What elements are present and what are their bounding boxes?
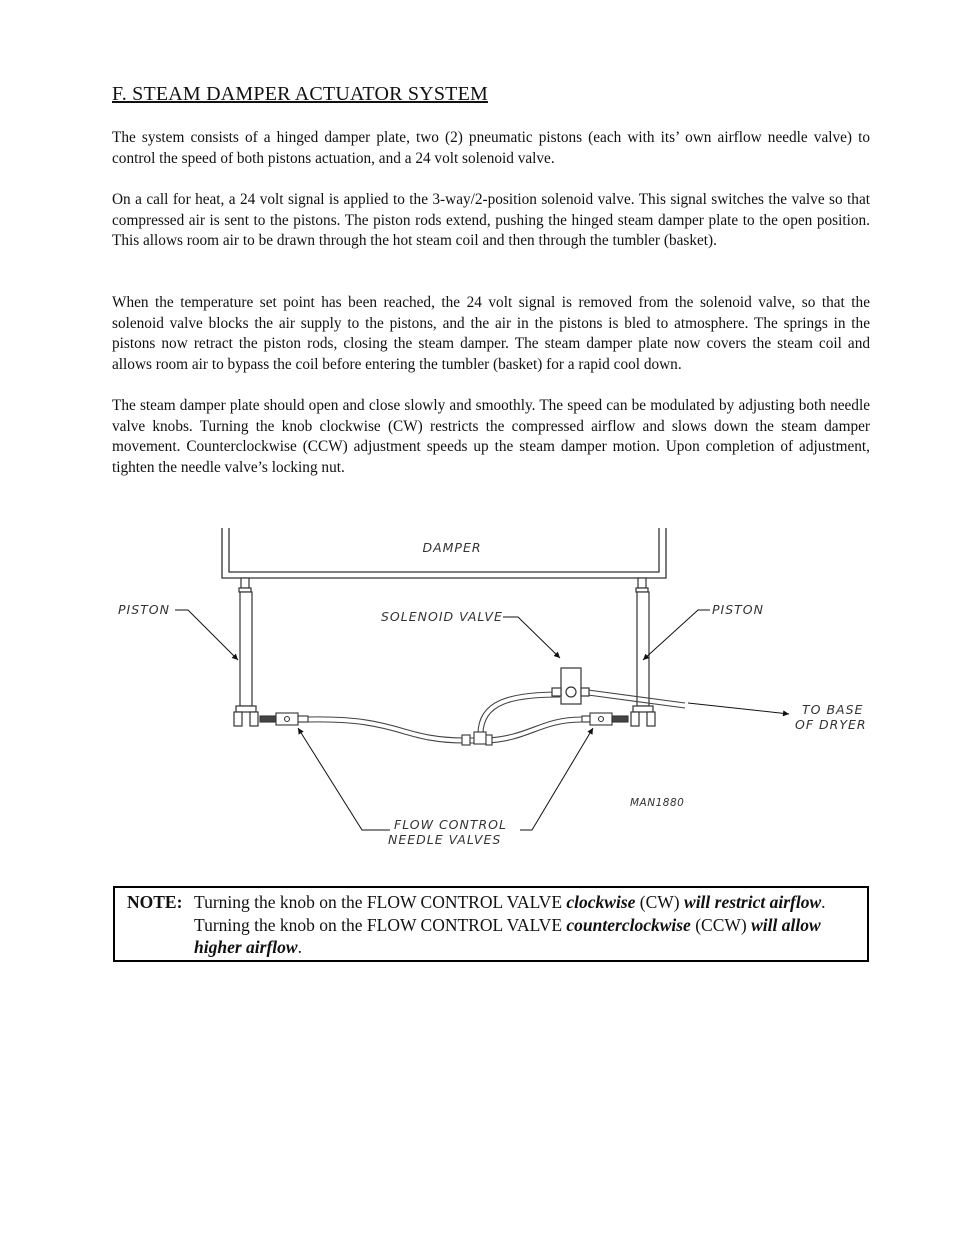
paragraph-set-point-reached: When the temperature set point has been reached, the 24 volt signal is removed from the solenoid valve, so that the solenoid valve blocks the air supply to the pistons, and the air in the pistons is bled to atmosphere. The springs in the pistons now retract the piston rods, closing the steam damper. The steam damper plate now covers the steam coil and allows room air to bypass the coil before entering the tumbler (basket) for a rapid cool down. bbox=[112, 294, 870, 373]
note-box bbox=[113, 886, 869, 962]
note-text-part: (CW) bbox=[635, 892, 685, 912]
note-emphasis-restrict: will restrict airflow bbox=[684, 892, 822, 912]
note-text bbox=[194, 891, 859, 959]
note-emphasis-clockwise: clockwise bbox=[566, 892, 636, 912]
note-emphasis-counterclockwise: counterclockwise bbox=[566, 914, 691, 935]
piston-label-left: PISTON bbox=[118, 602, 170, 617]
flow-control-label-line1: FLOW CONTROL bbox=[394, 817, 507, 832]
paragraph-call-for-heat: On a call for heat, a 24 volt signal is applied to the 3-way/2-position solenoid valve. This signal switches the valve so that compressed air is sent to the pistons. The piston rods extend, pushing the hinged steam damper plate to the open position. This allows room air to be drawn through the hot steam coil and then through the tumbler (basket). bbox=[112, 191, 870, 250]
left-piston bbox=[234, 578, 258, 726]
drawing-number: MAN1880 bbox=[630, 797, 685, 809]
paragraph-system-overview: The system consists of a hinged damper plate, two (2) pneumatic pistons (each with its’ own airflow needle valve) to control the speed of both pistons actuation, and a 24 volt solenoid valve. bbox=[112, 129, 870, 167]
solenoid-valve-label: SOLENOID VALVE bbox=[381, 609, 503, 624]
note-text-part: (CCW) bbox=[690, 914, 752, 935]
damper-actuator-diagram bbox=[100, 520, 890, 860]
left-needle-valve bbox=[260, 713, 308, 725]
damper-label: DAMPER bbox=[422, 540, 482, 555]
to-base-label-line1: TO BASE bbox=[802, 702, 864, 717]
note-emphasis-higher-airflow: will allow higher airflow bbox=[194, 914, 821, 957]
tee-fitting bbox=[462, 732, 492, 745]
right-needle-valve bbox=[582, 713, 628, 725]
note-text-part: . bbox=[297, 937, 302, 957]
solenoid-valve bbox=[552, 668, 589, 704]
to-base-label-line2: OF DRYER bbox=[795, 717, 867, 732]
note-label: NOTE: bbox=[127, 892, 183, 912]
section-heading: F. STEAM DAMPER ACTUATOR SYSTEM bbox=[112, 83, 488, 105]
flow-control-label-line2: NEEDLE VALVES bbox=[388, 832, 502, 847]
note-text-part: . Turning the knob on the FLOW CONTROL VALVE bbox=[194, 892, 826, 935]
paragraph-speed-adjustment: The steam damper plate should open and close slowly and smoothly. The speed can be modulated by adjusting both needle valve knobs. Turning the knob clockwise (CW) restricts the compressed airflow and slows down the steam damper movement. Counterclockwise (CCW) adjustment speeds up the steam damper motion. Upon completion of adjustment, tighten the needle valve’s locking nut. bbox=[112, 397, 870, 476]
piston-label-right: PISTON bbox=[712, 602, 764, 617]
note-text-part: Turning the knob on the FLOW CONTROL VALVE bbox=[194, 892, 567, 912]
